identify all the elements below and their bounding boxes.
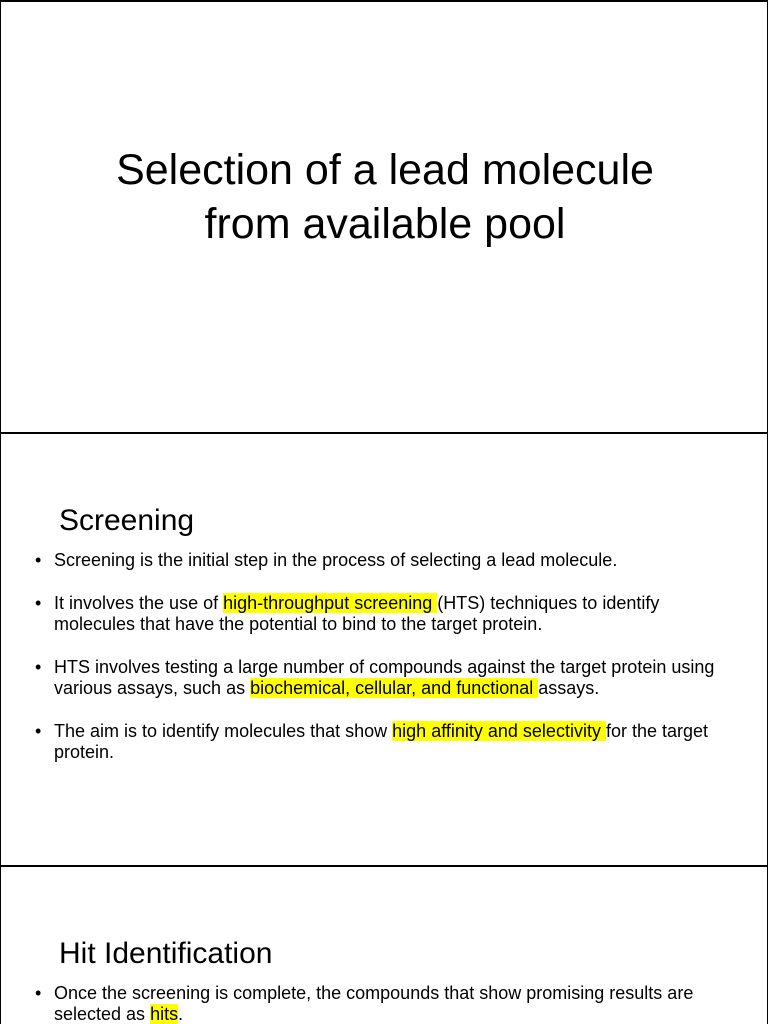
bullet-text: .: [178, 1004, 184, 1024]
bullet-item: [35, 550, 735, 571]
bullet-text: assays.: [538, 678, 600, 698]
bullet-list: [35, 983, 735, 1024]
slide-heading: Hit Identification: [59, 936, 273, 970]
highlighted-text: high affinity and selectivity: [392, 721, 606, 741]
slide-screening: [0, 432, 768, 866]
bullet-text: Once the screening is complete, the compounds that show promising results are selected as: [54, 983, 694, 1024]
bullet-item: [35, 657, 735, 699]
title-line-1: Selection of a lead molecule: [116, 145, 654, 194]
bullet-dot: •: [35, 593, 42, 613]
bullet-dot: •: [35, 721, 42, 741]
bullet-list: [35, 550, 735, 785]
bullet-text: The aim is to identify molecules that show: [54, 721, 393, 741]
bullet-text: HTS involves testing a large number of compounds against the target protein using various assays, such as: [54, 657, 715, 698]
highlighted-text: high-throughput screening: [223, 593, 438, 613]
bullet-item: [35, 721, 735, 763]
slide-heading: Screening: [59, 503, 195, 537]
bullet-text: (HTS) techniques to identify molecules that have the potential to bind to the target protein.: [54, 593, 660, 634]
title-line-2: from available pool: [204, 199, 566, 248]
highlighted-text: hits: [150, 1004, 179, 1024]
bullet-dot: •: [35, 550, 42, 570]
bullet-dot: •: [35, 657, 42, 677]
bullet-text: for the target protein.: [54, 721, 709, 762]
bullet-item: [35, 593, 735, 635]
slide-title: [0, 0, 768, 434]
presentation-title: [1, 143, 768, 251]
bullet-text: It involves the use of: [54, 593, 224, 613]
bullet-text: Screening is the initial step in the process of selecting a lead molecule.: [54, 550, 618, 570]
highlighted-text: biochemical, cellular, and functional: [250, 678, 539, 698]
bullet-dot: •: [35, 983, 42, 1003]
slide-hit-identification: [0, 865, 768, 1024]
bullet-item: [35, 983, 735, 1024]
